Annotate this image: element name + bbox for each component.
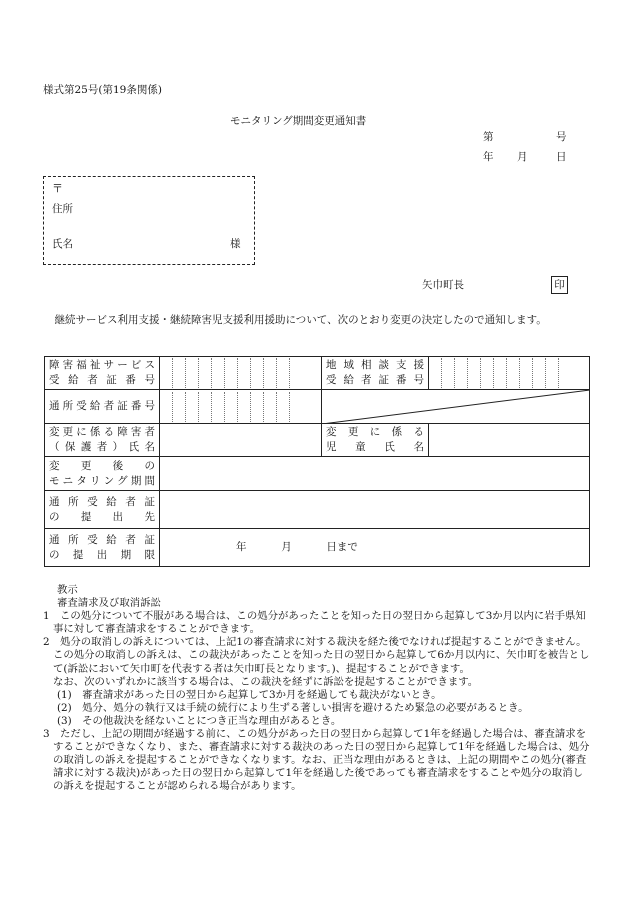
notes-heading: 教示 bbox=[57, 584, 78, 596]
note-subitem-1: (1) 審査請求があった日の翌日から起算して3か月を経過しても裁決がないとき。 bbox=[57, 688, 442, 701]
honorific-sama: 様 bbox=[230, 238, 241, 250]
row-certificate-numbers bbox=[45, 357, 590, 390]
seal-box: 印 bbox=[551, 276, 568, 294]
note-item-2: 2 処分の取消しの訴えについては、上記1の審査請求に対する裁決を経た後でなければ提起することができません。この処分の取消しの訴えは、この裁決があったことを知った日の翌日から起算して6か月以内に、矢巾町を被告として(訴訟において矢巾町を代表する者は矢巾町長となります。)、提起することができます。 bbox=[43, 636, 590, 675]
label-community-cert-number: 地域相談支援 受給者証番号 bbox=[322, 357, 429, 390]
name-label: 氏名 bbox=[52, 238, 73, 250]
date-day-label: 日 bbox=[556, 151, 567, 163]
crossed-out-cell bbox=[322, 390, 590, 424]
welfare-cert-number-digits[interactable] bbox=[160, 357, 322, 390]
label-disabled-person-name: 変更に係る障害者 （保護者）氏名 bbox=[45, 424, 160, 457]
number-label-go: 号 bbox=[556, 131, 567, 143]
submission-destination-field[interactable] bbox=[160, 491, 590, 529]
row-submission-destination bbox=[45, 491, 590, 529]
row-daycare-cert-number bbox=[45, 390, 590, 424]
row-submission-deadline bbox=[45, 529, 590, 567]
notes-subheading: 審査請求及び取消訴訟 bbox=[57, 597, 161, 610]
note-item-1: 1 この処分について不服がある場合は、この処分があったことを知った日の翌日から起算して3か月以内に岩手県知事に対して審査請求をすることができます。 bbox=[43, 610, 586, 636]
number-label-dai: 第 bbox=[483, 131, 494, 143]
label-submission-destination: 通所受給者証 の提出先 bbox=[45, 491, 160, 529]
issuer-name: 矢巾町長 bbox=[422, 279, 464, 291]
daycare-cert-number-digits[interactable] bbox=[160, 390, 322, 424]
note-item-3: 3 ただし、上記の期間が経過する前に、この処分があった日の翌日から起算して1年を経過した場合は、審査請求をすることができなくなり、また、審査請求に対する裁決のあった日の翌日から起算して1年を経過した場合は、処分の取消しの訴えを提起することができなくなります。なお、正当な理由があるときは、上記の期間やこの処分(審査請求に対する裁決)があった日の翌日から起算して1年を経過した後であっても審査請求をすることや処分の取消しの訴えを提起することが認められる場合があります。 bbox=[43, 728, 590, 793]
instruction-notes bbox=[43, 584, 590, 794]
postal-mark: 〒 bbox=[52, 182, 63, 195]
document-title: モニタリング期間変更通知書 bbox=[230, 115, 367, 127]
deadline-month-label: 月 bbox=[281, 541, 292, 553]
row-names bbox=[45, 424, 590, 457]
intro-text: 継続サービス利用支援・継続障害児支援利用援助について、次のとおり変更の決定したので通知します。 bbox=[44, 314, 547, 326]
disabled-person-name-field[interactable] bbox=[160, 424, 322, 457]
deadline-suffix: 日まで bbox=[326, 541, 358, 553]
address-box bbox=[43, 176, 255, 265]
child-name-field[interactable] bbox=[429, 424, 590, 457]
form-number: 様式第25号(第19条関係) bbox=[43, 84, 162, 96]
date-month-label: 月 bbox=[517, 151, 528, 163]
note-item-2-exception: なお、次のいずれかに該当する場合は、この裁決を経ずに訴訟を提起することができます。 bbox=[53, 675, 479, 688]
diagonal-strike-line bbox=[322, 390, 590, 424]
community-cert-number-digits[interactable] bbox=[429, 357, 590, 390]
date-year-label: 年 bbox=[483, 151, 494, 163]
note-subitem-3: (3) その他裁決を経ないことにつき正当な理由があるとき。 bbox=[57, 714, 342, 727]
row-monitoring-period bbox=[45, 457, 590, 491]
address-label: 住所 bbox=[52, 203, 73, 215]
monitoring-period-field[interactable] bbox=[160, 457, 590, 491]
note-subitem-2: (2) 処分、処分の執行又は手続の続行により生ずる著しい損害を避けるため緊急の必要があるとき。 bbox=[57, 701, 529, 714]
label-welfare-cert-number: 障害福祉サービス 受給者証番号 bbox=[45, 357, 160, 390]
label-daycare-cert-number: 通所受給者証番号 bbox=[45, 390, 160, 424]
notification-table bbox=[44, 356, 590, 567]
label-submission-deadline: 通所受給者証 の提出期限 bbox=[45, 529, 160, 567]
submission-deadline-field[interactable] bbox=[160, 529, 590, 567]
label-child-name: 変更に係る 児童氏名 bbox=[322, 424, 429, 457]
label-monitoring-period: 変更後の モニタリング期間 bbox=[45, 457, 160, 491]
deadline-year-label: 年 bbox=[236, 541, 247, 553]
